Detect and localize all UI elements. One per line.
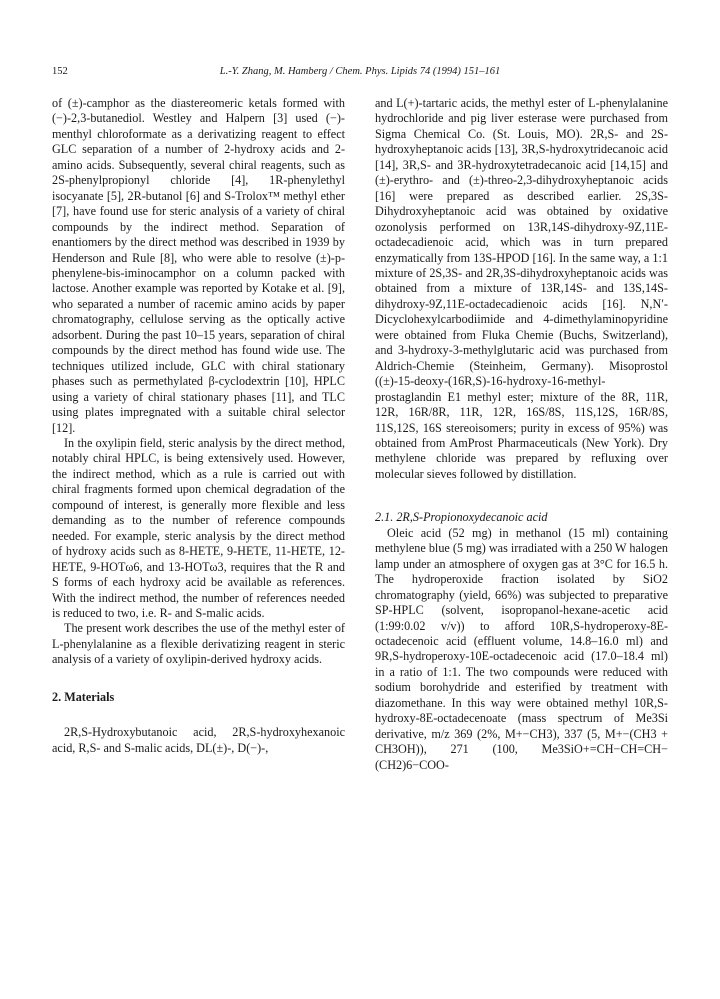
left-paragraph-4: 2R,S-Hydroxybutanoic acid, 2R,S-hydroxyhexanoic acid, R,S- and S-malic acids, DL(±)-, D(−)-,: [52, 725, 345, 755]
right-paragraph-1: and L(+)-tartaric acids, the methyl ester of L-phenylalanine hydrochloride and pig liver esterase were purchased from Sigma Chemical Co. (St. Louis, MO). 2R,S- and 2S-hydroxyheptanoic acids [13], 3R,S-hydroxytridecanoic acid [14], 3R,S- and 3R-hydroxytetradecanoic acid [14,15] and (±)-erythro- and (±)-threo-2,3-dihydroxyheptanoic acids [16] were prepared as described earlier. 2S,3S-Dihydroxyheptanoic acid was obtained by oxidative ozonolysis performed on 13R,14S-dihydroxy-9Z,11E-octadecadienoic acid, which was in turn prepared enzymatically from 13S-HPOD [16]. In the same way, a 1:1 mixture of 2S,3S- and 2R,3S-dihydroxyheptanoic acids was obtained from a mixture of 13R,14S- and 13S,14S-dihydroxy-9Z,11E-octadecadienoic acids [16]. N,N′-Dicyclohexylcarbodiimide and 4-dimethylaminopyridine were obtained from Fluka Chemie (Buchs, Switzerland), and 3-hydroxy-3-methylglutaric acid was purchased from Aldrich-Chemie (Steinheim, Germany). Misoprostol ((±)-15-deoxy-(16R,S)-16-hydroxy-16-methyl-prostaglandin E1 methyl ester; mixture of the 8R, 11R, 12R, 16R/8R, 11R, 12R, 16S/8S, 11S,12S, 16R/8S, 11S,12S, 16S stereoisomers; purity in excess of 95%) was obtained from AmProst Pharmaceuticals (New York). Dry methylene chloride was prepared by refluxing over molecular sieves followed by distillation.: [375, 96, 668, 481]
page-header: [52, 66, 668, 80]
right-column: [375, 96, 668, 773]
running-head: L.-Y. Zhang, M. Hamberg / Chem. Phys. Lipids 74 (1994) 151–161: [219, 66, 501, 77]
page-number: 152: [52, 66, 68, 77]
left-paragraph-2: In the oxylipin field, steric analysis by the direct method, notably chiral HPLC, is being extensively used. However, the indirect method, which as a rule is carried out with chiral fragments formed upon chemical degradation of the compound of interest, is generally more flexible and less demanding as to the number of reference compounds needed. For example, steric analysis by the direct method of hydroxy acids such as 8-HETE, 9-HETE, 11-HETE, 12-HETE, 9-HOTω6, and 13-HOTω3, requires that the R and S forms of each hydroxy acid be available as references. With the indirect method, the number of references needed is reduced to two, i.e. R- and S-malic acids.: [52, 435, 345, 620]
left-paragraph-1: of (±)-camphor as the diastereomeric ketals formed with (−)-2,3-butanediol. Westley and Halpern [3] used (−)-menthyl chloroformate as a derivatizing reagent to effect GLC separation of a number of 2-hydroxy acids and 2-amino acids. Subsequently, several chiral reagents, such as 2S-phenylpropionyl chloride [4], 1R-phenylethyl isocyanate [5], 2R-butanol [6] and S-Trolox™ methyl ether [7], have found use for steric analysis of a variety of chiral compounds by the indirect method. Separation of enantiomers by the direct method was described in 1939 by Henderson and Rule [8], who were able to resolve (±)-p-phenylene-bis-iminocamphor on a column packed with lactose. Another example was reported by Kotake et al. [9], who separated a number of racemic amino acids by paper chromatography, cellulose serving as the optically active adsorbent. During the past 10–15 years, separation of chiral compounds by the direct method has found wide use. The techniques utilized include, GLC with chiral stationary phases such as permethylated β-cyclodextrin [10], HPLC using a variety of chiral stationary phases [11], and TLC using plates impregnated with a suitable chiral selector [12].: [52, 96, 345, 435]
paragraph-gap: [375, 482, 668, 496]
section-heading-materials: 2. Materials: [52, 689, 115, 704]
subsection-heading-2-1: 2.1. 2R,S-Propionoxydecanoic acid: [375, 510, 548, 525]
left-column: [52, 96, 345, 756]
right-paragraph-2: Oleic acid (52 mg) in methanol (15 ml) containing methylene blue (5 mg) was irradiated with a 250 W halogen lamp under an atmosphere of oxygen gas at 3°C for 16.5 h. The hydroperoxide fraction isolated by SiO2 chromatography (yield, 66%) was subjected to preparative SP-HPLC (solvent, isopropanol-hexane-acetic acid (1:99:0.02 v/v)) to afford 10R,S-hydroperoxy-8E-octadecenoic acid (effluent volume, 14.8–16.0 ml) and 9R,S-hydroperoxy-10E-octadecenoic acid (17.0–18.4 ml) in a ratio of 1:1. The two compounds were reduced with sodium borohydride and esterified by treatment with diazomethane. In this way were obtained methyl 10R,S-hydroxy-8E-octadecenoate (mass spectrum of Me3Si derivative, m/z 369 (2%, M+−CH3), 337 (5, M+−(CH3 + CH3OH)), 271 (100, Me3SiO+=CH−CH=CH−(CH2)6−COO-: [375, 525, 668, 772]
left-paragraph-3: The present work describes the use of the methyl ester of L-phenylalanine as a flexible derivatizing reagent in steric analysis of a variety of oxylipin-derived hydroxy acids.: [52, 621, 345, 667]
